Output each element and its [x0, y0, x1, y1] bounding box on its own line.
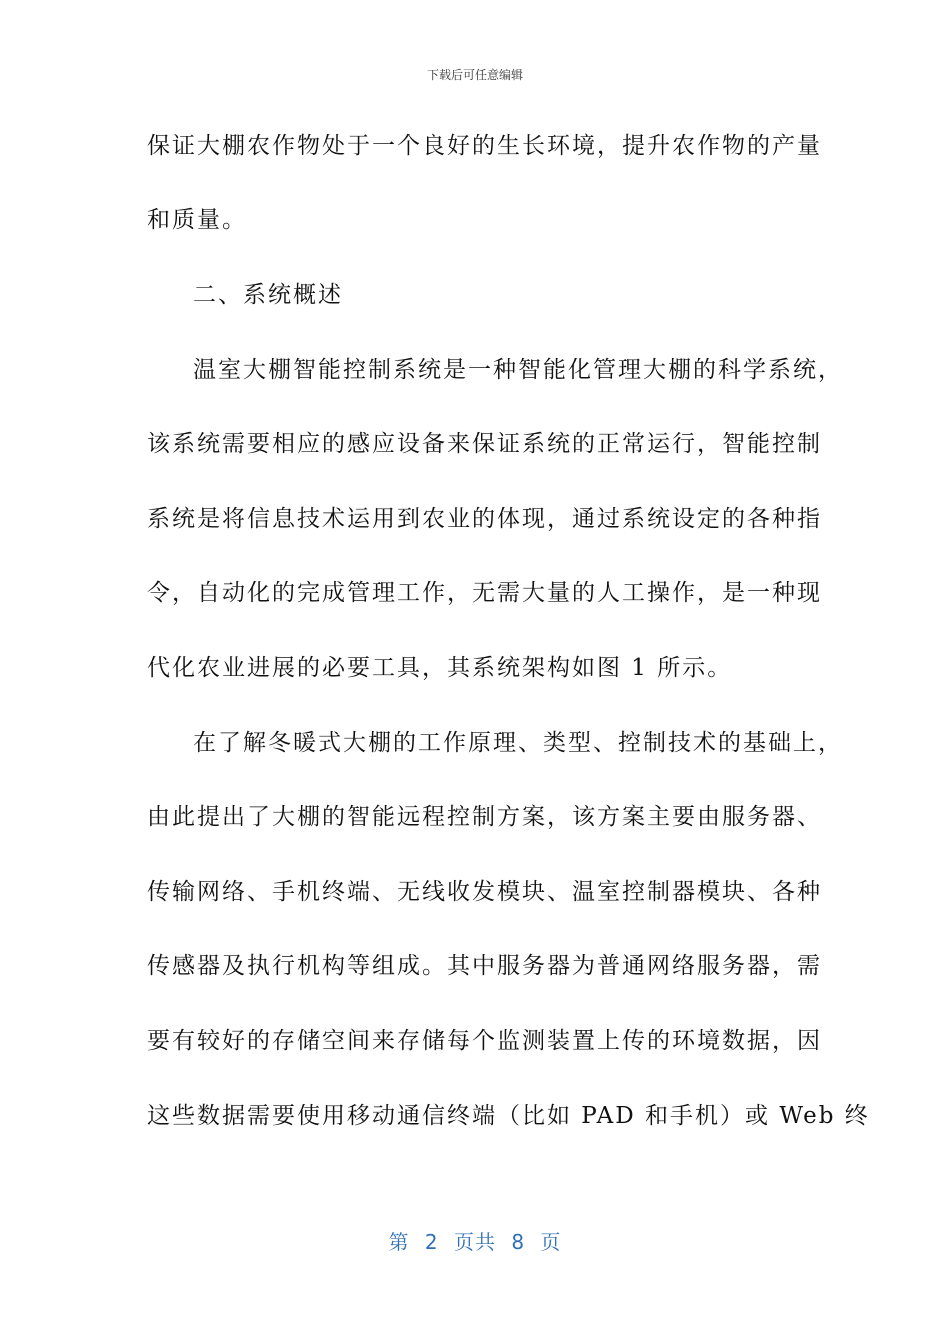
body-line: 温室大棚智能控制系统是一种智能化管理大棚的科学系统， [193, 357, 843, 383]
body-line: 和质量。 [147, 207, 247, 233]
body-line: 该系统需要相应的感应设备来保证系统的正常运行，智能控制 [147, 431, 822, 457]
body-line: 代化农业进展的必要工具，其系统架构如图 1 所示。 [147, 655, 733, 681]
page-number-footer: 第 2 页共 8 页 [388, 1230, 562, 1254]
body-line: 在了解冬暖式大棚的工作原理、类型、控制技术的基础上， [193, 730, 843, 756]
body-line: 传输网络、手机终端、无线收发模块、温室控制器模块、各种 [147, 879, 822, 905]
body-line: 要有较好的存储空间来存储每个监测装置上传的环境数据，因 [147, 1028, 822, 1054]
body-line: 系统是将信息技术运用到农业的体现，通过系统设定的各种指 [147, 506, 822, 532]
body-line: 传感器及执行机构等组成。其中服务器为普通网络服务器，需 [147, 953, 822, 979]
body-line: 这些数据需要使用移动通信终端（比如 PAD 和手机）或 Web 终 [147, 1103, 870, 1129]
section-heading: 二、系统概述 [193, 282, 343, 308]
body-line: 保证大棚农作物处于一个良好的生长环境，提升农作物的产量 [147, 133, 822, 159]
page-header-note: 下载后可任意编辑 [426, 68, 523, 82]
body-line: 由此提出了大棚的智能远程控制方案，该方案主要由服务器、 [147, 804, 822, 830]
body-line: 令，自动化的完成管理工作，无需大量的人工操作，是一种现 [147, 580, 822, 606]
